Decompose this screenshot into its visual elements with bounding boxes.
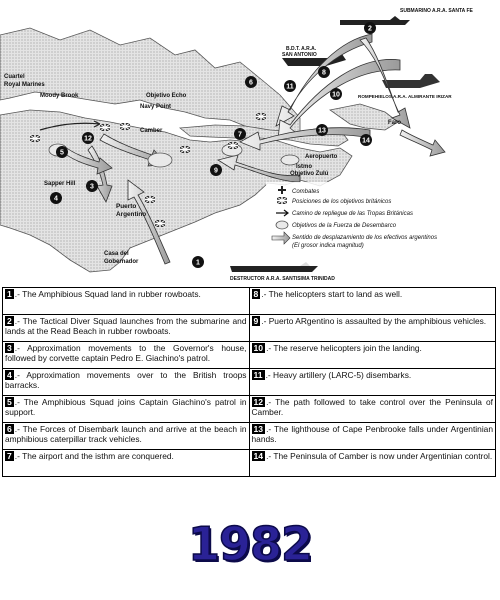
label-faro: Faro <box>388 120 402 126</box>
svg-text:Sentido de desplazamiento de l: Sentido de desplazamiento de los efectivos argentinos <box>292 235 438 241</box>
step-number: 5 <box>7 397 12 407</box>
step-cell <box>249 315 496 342</box>
step-cell <box>249 396 496 423</box>
marker-9 <box>210 164 222 176</box>
step-cell <box>249 369 496 396</box>
svg-text:7: 7 <box>238 131 242 139</box>
step-number: 11 <box>253 370 263 380</box>
steps-table <box>2 287 496 477</box>
marker-13 <box>316 124 328 136</box>
label-camber: Camber <box>140 128 163 134</box>
step-cell <box>249 450 496 477</box>
step-number: 7 <box>7 451 12 461</box>
label-navy-point: Navy Point <box>140 104 172 110</box>
svg-text:1: 1 <box>196 259 200 267</box>
map-legend <box>266 182 498 266</box>
step-text: .- Puerto ARgentino is assaulted by the amphibious vehicles. <box>261 316 487 326</box>
step-number: 4 <box>7 370 12 380</box>
marker-4 <box>50 192 62 204</box>
step-cell <box>3 315 250 342</box>
label-casa-2: Gobernador <box>104 259 139 265</box>
marker-8 <box>318 66 330 78</box>
marker-3 <box>86 180 98 192</box>
step-cell <box>3 369 250 396</box>
step-number: 3 <box>7 343 12 353</box>
step-text: .- The lighthouse of Cape Penbrooke falls under Argentinian hands. <box>251 424 493 445</box>
step-text: .- The helicopters start to land as well. <box>261 289 403 299</box>
label-objetivo-echo: Objetivo Echo <box>146 93 187 99</box>
step-text: .- The Forces of Disembark launch and arrive at the beach in amphibious caterpillar track vehicles. <box>5 424 247 445</box>
step-text: .- The Amphibious Squad land in rubber rowboats. <box>14 289 201 299</box>
svg-text:3: 3 <box>90 183 94 191</box>
table-row <box>3 315 496 342</box>
step-text: .- Approximation movements over to the British troops barracks. <box>5 370 247 391</box>
marker-2 <box>364 22 376 34</box>
svg-text:9: 9 <box>214 167 218 175</box>
icebreaker-icon <box>382 74 440 88</box>
label-objetivo-zulu: Objetivo Zulú <box>290 171 329 177</box>
step-cell <box>249 288 496 315</box>
step-number: 1 <box>7 289 12 299</box>
svg-text:5: 5 <box>60 149 64 157</box>
label-submarine: SUBMARINO A.R.A. SANTA FE <box>400 8 473 14</box>
marker-10 <box>330 88 342 100</box>
svg-text:(El grosor indica magnitud): (El grosor indica magnitud) <box>292 243 364 249</box>
label-icebreaker: ROMPEHIELOS A.R.A. ALMIRANTE IRIZAR <box>358 94 452 99</box>
label-barracks-2: Royal Marines <box>4 82 45 88</box>
step-text: .- The airport and the isthm are conquered. <box>14 451 174 461</box>
label-aeropuerto: Aeropuerto <box>305 154 338 160</box>
step-cell <box>3 288 250 315</box>
step-text: .- The path followed to take control over the Peninsula of Camber. <box>251 397 493 418</box>
marker-12 <box>82 132 94 144</box>
marker-7 <box>234 128 246 140</box>
landing-zone-icon <box>276 221 288 229</box>
step-cell <box>249 342 496 369</box>
svg-text:Posiciones de los objetivos br: Posiciones de los objetivos británicos <box>292 199 392 205</box>
label-puerto-1: Puerto <box>116 203 137 210</box>
step-number: 2 <box>7 316 12 326</box>
year-heading: 1982 <box>187 517 313 571</box>
table-row <box>3 288 496 315</box>
step-cell <box>3 342 250 369</box>
svg-text:14: 14 <box>362 137 370 145</box>
label-bdt: B.D.T. A.R.A. <box>286 46 317 52</box>
step-text: .- The reserve helicopters join the landing. <box>266 343 422 353</box>
table-row <box>3 396 496 423</box>
svg-text:13: 13 <box>318 127 326 135</box>
label-sapper-hill: Sapper Hill <box>44 181 76 187</box>
submarine-icon <box>340 16 410 25</box>
table-row <box>3 369 496 396</box>
table-row <box>3 450 496 477</box>
marker-1 <box>192 256 204 268</box>
step-number: 8 <box>253 289 259 299</box>
label-barracks-1: Cuartel <box>4 74 25 80</box>
svg-text:6: 6 <box>249 79 253 87</box>
step-text: .- Heavy artillery (LARC-5) disembarks. <box>265 370 412 380</box>
step-cell <box>3 423 250 450</box>
svg-text:2: 2 <box>368 25 372 33</box>
svg-text:Combates: Combates <box>292 189 320 195</box>
step-number: 9 <box>253 316 259 326</box>
step-text: .- The Amphibious Squad joins Captain Giachino's patrol in support. <box>5 397 247 418</box>
invasion-map <box>0 0 500 287</box>
table-row <box>3 342 496 369</box>
step-cell <box>249 423 496 450</box>
step-text: .- Approximation movements to the Governor's house, followed by corvette captain Pedro E. Giachino's patrol. <box>5 343 247 364</box>
label-istmo: Istmo <box>296 164 313 170</box>
label-moody-brook: Moody Brook <box>40 93 79 99</box>
step-text: .- The Peninsula of Camber is now under Argentinian control. <box>266 451 493 461</box>
table-row <box>3 423 496 450</box>
svg-text:4: 4 <box>54 195 58 203</box>
marker-6 <box>245 76 257 88</box>
svg-text:Objetivos de la Fuerza de Dese: Objetivos de la Fuerza de Desembarco <box>292 223 397 229</box>
step-number: 13 <box>253 424 264 434</box>
british-flag-icon <box>277 197 287 204</box>
label-destroyer: DESTRUCTOR A.R.A. SANTISIMA TRINIDAD <box>230 276 335 282</box>
marker-11 <box>284 80 296 92</box>
marker-14 <box>360 134 372 146</box>
step-text: .- The Tactical Diver Squad launches from the submarine and lands at the Read Beach in rubber rowboats. <box>5 316 247 337</box>
step-cell <box>3 450 250 477</box>
label-san-antonio: SAN ANTONIO <box>282 52 317 58</box>
marker-5 <box>56 146 68 158</box>
step-cell <box>3 396 250 423</box>
svg-text:12: 12 <box>84 135 92 143</box>
svg-text:11: 11 <box>286 83 294 91</box>
step-number: 14 <box>253 451 264 461</box>
step-number: 10 <box>253 343 264 353</box>
svg-text:10: 10 <box>332 91 340 99</box>
svg-text:Camino de repliegue de las Tro: Camino de repliegue de las Tropas Británicas <box>292 211 413 217</box>
svg-text:8: 8 <box>322 69 326 77</box>
step-number: 12 <box>253 397 264 407</box>
label-casa-1: Casa del <box>104 251 129 257</box>
step-number: 6 <box>7 424 12 434</box>
label-puerto-2: Argentino <box>116 211 147 218</box>
